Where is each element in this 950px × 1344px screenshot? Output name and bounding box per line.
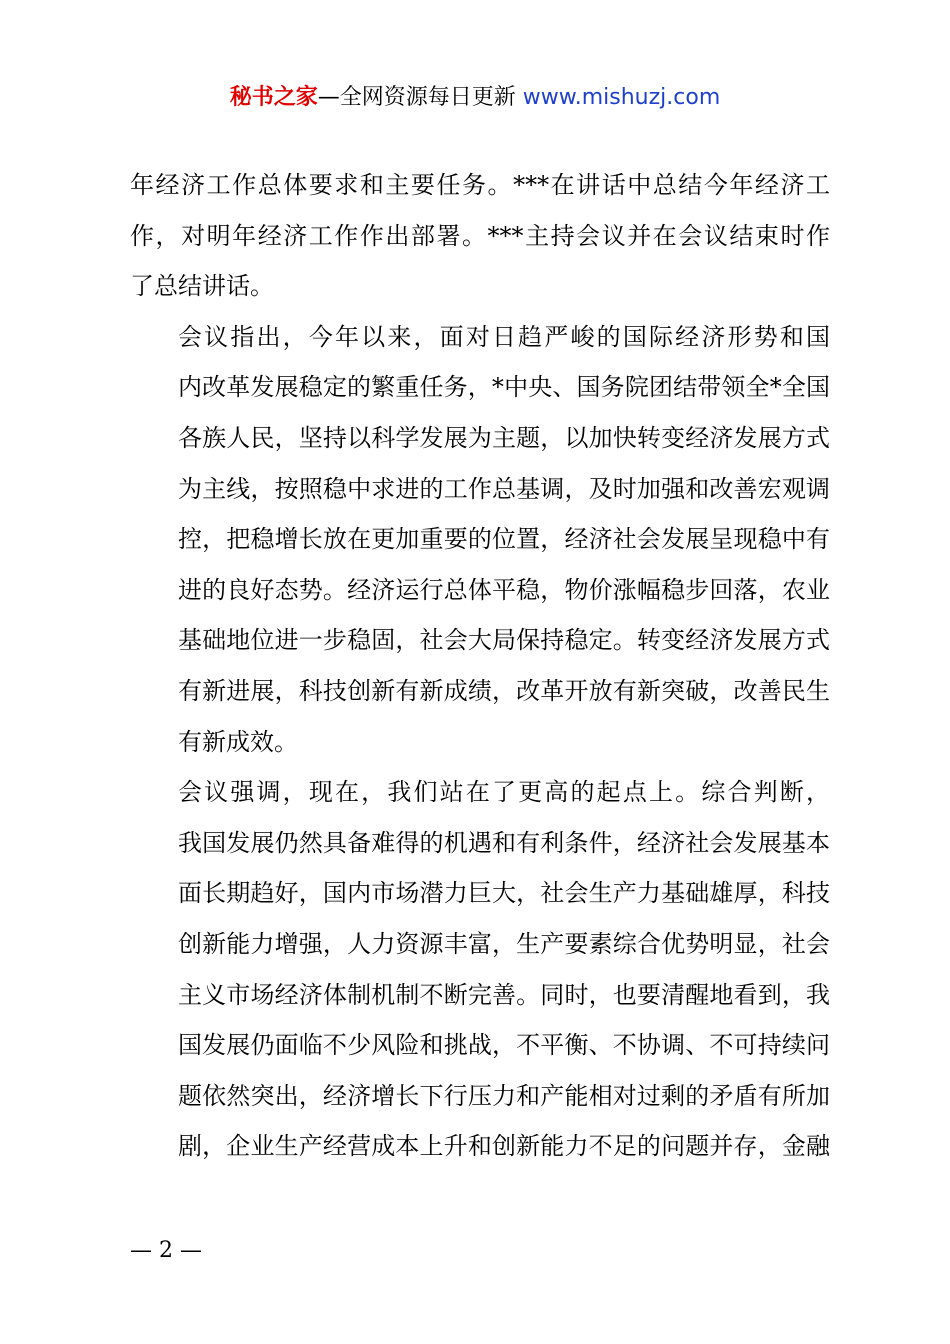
text-line: 为主线，按照稳中求进的工作总基调，及时加强和改善宏观调 [178, 474, 830, 503]
site-url[interactable]: www.mishuzj.com [522, 85, 721, 110]
text-line: 剧，企业生产经营成本上升和创新能力不足的问题并存，金融 [178, 1132, 830, 1161]
text-line: 进的良好态势。经济运行总体平稳，物价涨幅稳步回落，农业 [178, 575, 830, 604]
text-line: 会议强调，现在，我们站在了更高的起点上。综合判断， [178, 778, 830, 807]
text-line: 各族人民，坚持以科学发展为主题，以加快转变经济发展方式 [178, 423, 830, 452]
text-line: 内改革发展稳定的繁重任务，*中央、国务院团结带领全*全国 [178, 373, 830, 402]
text-line: 基础地位进一步稳固，社会大局保持稳定。转变经济发展方式 [178, 626, 830, 655]
text-line: 会议指出，今年以来，面对日趋严峻的国际经济形势和国 [178, 322, 830, 351]
text-line: 有新进展，科技创新有新成绩，改革开放有新突破，改善民生 [178, 676, 830, 705]
text-line: 国发展仍面临不少风险和挑战，不平衡、不协调、不可持续问 [178, 1031, 830, 1060]
text-line: 了总结讲话。 [130, 272, 274, 301]
paragraph [130, 312, 830, 767]
document-body [130, 160, 830, 1172]
text-line: 创新能力增强，人力资源丰富，生产要素综合优势明显，社会 [178, 929, 830, 958]
paragraph [130, 767, 830, 1172]
text-line: 面长期趋好，国内市场潜力巨大，社会生产力基础雄厚，科技 [178, 879, 830, 908]
text-line: 年经济工作总体要求和主要任务。***在讲话中总结今年经济工 [130, 171, 830, 199]
brand-name: 秘书之家 [229, 85, 318, 110]
paragraph [130, 160, 830, 312]
text-line: 有新成效。 [178, 727, 298, 756]
text-line: 作，对明年经济工作作出部署。***主持会议并在会议结束时作 [130, 221, 830, 250]
site-header [0, 78, 950, 118]
text-line: 我国发展仍然具备难得的机遇和有利条件，经济社会发展基本 [178, 828, 830, 857]
text-line: 题依然突出，经济增长下行压力和产能相对过剩的矛盾有所加 [178, 1081, 830, 1110]
header-tagline: —全网资源每日更新 [317, 85, 516, 110]
page-number: — 2 — [130, 1238, 202, 1263]
text-line: 主义市场经济体制机制不断完善。同时，也要清醒地看到，我 [178, 980, 830, 1009]
text-line: 控，把稳增长放在更加重要的位置，经济社会发展呈现稳中有 [178, 525, 830, 554]
